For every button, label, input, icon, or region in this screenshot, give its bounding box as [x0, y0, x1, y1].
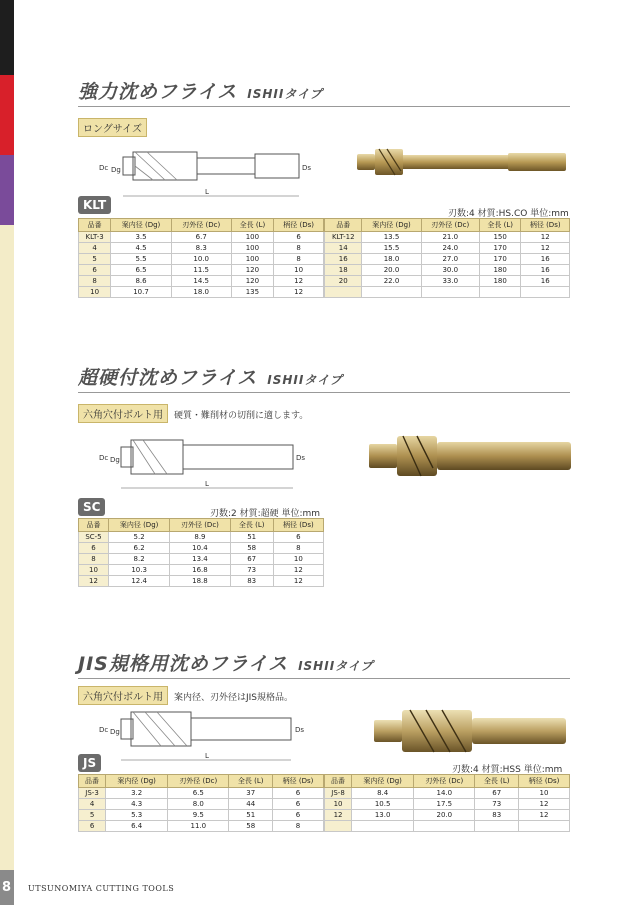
cell: 10.3: [108, 565, 169, 576]
table-row: [325, 243, 570, 254]
dim-label-l: L: [205, 480, 209, 488]
dim-label-dg: Dg: [110, 728, 120, 736]
cell: 33.0: [421, 276, 479, 287]
cell: 6.7: [171, 232, 231, 243]
header-cell: 刃外径 (Dc): [171, 219, 231, 232]
cell: 8: [79, 276, 111, 287]
cell: 4.5: [111, 243, 172, 254]
cell: 14.5: [171, 276, 231, 287]
cell: 73: [230, 565, 273, 576]
cell: 30.0: [421, 265, 479, 276]
header-cell: 案内径 (Dg): [352, 775, 414, 788]
header-cell: 全長 (L): [479, 219, 521, 232]
cell: 8: [274, 243, 324, 254]
cell: 11.5: [171, 265, 231, 276]
cell: 12: [325, 810, 352, 821]
cell: 10: [79, 565, 109, 576]
tool-drawing-sc: [95, 432, 315, 497]
cell: 8: [273, 821, 324, 832]
header-cell: 案内径 (Dg): [362, 219, 421, 232]
cell: 44: [229, 799, 273, 810]
cell: 67: [230, 554, 273, 565]
cell: 51: [230, 532, 273, 543]
header-cell: 刃外径 (Dc): [170, 519, 230, 532]
cell: 8.6: [111, 276, 172, 287]
cell: 8.4: [352, 788, 414, 799]
header-cell: 全長 (L): [475, 775, 519, 788]
cell: 4.3: [106, 799, 168, 810]
cell: 6: [79, 265, 111, 276]
cell: 16.8: [170, 565, 230, 576]
series-badge: JS: [78, 754, 101, 772]
section-subtitle: ISHIIタイプ: [267, 373, 343, 387]
brand-footer: UTSUNOMIYA CUTTING TOOLS: [28, 884, 175, 893]
cell: 6: [273, 810, 324, 821]
cell: 100: [231, 243, 274, 254]
spec-table-klt-right: [324, 218, 570, 298]
table-row: [325, 821, 570, 832]
cell: 12: [79, 576, 109, 587]
cell: 16: [521, 265, 570, 276]
cell: 5.3: [106, 810, 168, 821]
table-row: [79, 543, 324, 554]
cell: 12: [274, 287, 324, 298]
cell: [414, 821, 475, 832]
cell: 12: [519, 810, 570, 821]
cell: 20: [325, 276, 362, 287]
cell: 4: [79, 799, 106, 810]
header-cell: 柄径 (Ds): [521, 219, 570, 232]
section-title: 超硬付沈めフライス: [78, 367, 258, 389]
table-row: [325, 276, 570, 287]
cell: 5: [79, 810, 106, 821]
cell: [475, 821, 519, 832]
cell: 120: [231, 276, 274, 287]
cell: 10: [274, 265, 324, 276]
cell: 67: [475, 788, 519, 799]
cell: 17.5: [414, 799, 475, 810]
header-cell: 品番: [325, 219, 362, 232]
section-note: 硬質・難削材の切削に適します。: [174, 411, 309, 421]
header-cell: 柄径 (Ds): [273, 775, 324, 788]
dim-label-ds: Ds: [296, 454, 306, 462]
cell: 21.0: [421, 232, 479, 243]
cell: 4: [79, 243, 111, 254]
edge-red: [0, 75, 14, 155]
spec-line: 刃数:4 材質:HS.CO 単位:mm: [448, 209, 569, 219]
header-cell: 全長 (L): [231, 219, 274, 232]
table-row: [79, 821, 324, 832]
spec-table-js-left: [78, 774, 324, 832]
cell: 58: [230, 543, 273, 554]
spec-line: 刃数:4 材質:HSS 単位:mm: [452, 765, 563, 775]
cell: 170: [479, 243, 521, 254]
table-header-row: [79, 775, 324, 788]
tool-photo-js: [370, 706, 570, 756]
cell: 14: [325, 243, 362, 254]
cell: 83: [475, 810, 519, 821]
section-tag: 六角穴付ボルト用: [78, 686, 168, 705]
cell: 6.2: [108, 543, 169, 554]
cell: 20.0: [414, 810, 475, 821]
cell: 12: [273, 565, 323, 576]
spec-table-sc: [78, 518, 324, 587]
table-row: [325, 254, 570, 265]
cell: 6: [274, 232, 324, 243]
cell: 5.2: [108, 532, 169, 543]
dim-label-dc: Dc: [99, 454, 109, 462]
dim-label-l: L: [205, 752, 209, 760]
cell: [521, 287, 570, 298]
spec-table-js-right: [324, 774, 570, 832]
cell: KLT-12: [325, 232, 362, 243]
spec-table-klt-left: [78, 218, 324, 298]
cell: [421, 287, 479, 298]
cell: 5.5: [111, 254, 172, 265]
dim-label-l: L: [205, 188, 209, 196]
table-header-row: [79, 519, 324, 532]
cell: 12: [273, 576, 323, 587]
dim-label-ds: Ds: [302, 164, 312, 172]
cell: 10.7: [111, 287, 172, 298]
cell: 18: [325, 265, 362, 276]
cell: 13.5: [362, 232, 421, 243]
cell: [352, 821, 414, 832]
cell: 20.0: [362, 265, 421, 276]
section-sc: [78, 366, 570, 423]
header-cell: 柄径 (Ds): [519, 775, 570, 788]
section-note: 案内径、刃外径はJIS規格品。: [174, 693, 294, 703]
table-row: [79, 788, 324, 799]
table-row: [79, 810, 324, 821]
header-cell: 案内径 (Dg): [108, 519, 169, 532]
cell: 12: [521, 232, 570, 243]
table-row: [79, 276, 324, 287]
cell: 27.0: [421, 254, 479, 265]
table-row: [79, 565, 324, 576]
tool-drawing-js: [95, 706, 320, 766]
cell: 6.5: [168, 788, 229, 799]
cell: 12: [521, 243, 570, 254]
cell: 18.8: [170, 576, 230, 587]
header-cell: 案内径 (Dg): [106, 775, 168, 788]
cell: 83: [230, 576, 273, 587]
edge-purple: [0, 155, 14, 225]
cell: 9.5: [168, 810, 229, 821]
cell: 6: [273, 532, 323, 543]
section-subtitle: ISHIIタイプ: [247, 87, 323, 101]
header-cell: 全長 (L): [229, 775, 273, 788]
cell: 5: [79, 254, 111, 265]
cell: 170: [479, 254, 521, 265]
table-row: [79, 799, 324, 810]
header-cell: 刃外径 (Dc): [168, 775, 229, 788]
section-title-row: [78, 652, 570, 679]
cell: 8: [79, 554, 109, 565]
cell: SC-5: [79, 532, 109, 543]
cell: 11.0: [168, 821, 229, 832]
cell: 6: [79, 821, 106, 832]
table-row: [325, 788, 570, 799]
spec-line: 刃数:2 材質:超硬 単位:mm: [210, 509, 321, 519]
cell: 16: [521, 276, 570, 287]
table-row: [79, 532, 324, 543]
header-cell: 刃外径 (Dc): [414, 775, 475, 788]
series-badge: KLT: [78, 196, 111, 214]
cell: 6.4: [106, 821, 168, 832]
table-header-row: [79, 219, 324, 232]
cell: 135: [231, 287, 274, 298]
cell: 10: [519, 788, 570, 799]
cell: 3.5: [111, 232, 172, 243]
section-tag: ロングサイズ: [78, 118, 147, 137]
header-cell: 刃外径 (Dc): [421, 219, 479, 232]
cell: 18.0: [171, 287, 231, 298]
tool-drawing-klt: [95, 140, 315, 210]
cell: 73: [475, 799, 519, 810]
cell: 22.0: [362, 276, 421, 287]
dim-label-ds: Ds: [295, 726, 305, 734]
tool-photo-sc: [365, 432, 575, 482]
cell: 13.0: [352, 810, 414, 821]
cell: 10.5: [352, 799, 414, 810]
dim-label-dg: Dg: [110, 456, 120, 464]
cell: 58: [229, 821, 273, 832]
section-klt: [78, 80, 570, 137]
cell: 8.0: [168, 799, 229, 810]
header-cell: 品番: [79, 219, 111, 232]
table-row: [79, 232, 324, 243]
cell: 12: [274, 276, 324, 287]
cell: [325, 287, 362, 298]
section-js: [78, 652, 570, 705]
table-row: [79, 554, 324, 565]
cell: [362, 287, 421, 298]
cell: 37: [229, 788, 273, 799]
header-cell: 全長 (L): [230, 519, 273, 532]
series-badge: SC: [78, 498, 105, 516]
edge-cream: [0, 225, 14, 870]
cell: 12: [519, 799, 570, 810]
cell: 10: [273, 554, 323, 565]
cell: 10: [79, 287, 111, 298]
dim-label-dg: Dg: [111, 166, 121, 174]
cell: 120: [231, 265, 274, 276]
cell: [479, 287, 521, 298]
table-row: [79, 265, 324, 276]
cell: 18.0: [362, 254, 421, 265]
cell: [325, 821, 352, 832]
cell: 150: [479, 232, 521, 243]
table-row: [325, 265, 570, 276]
cell: 8.2: [108, 554, 169, 565]
table-row: [79, 254, 324, 265]
section-tag: 六角穴付ボルト用: [78, 404, 168, 423]
table-row: [79, 576, 324, 587]
cell: 8: [274, 254, 324, 265]
cell: 6.5: [111, 265, 172, 276]
cell: 16: [521, 254, 570, 265]
table-header-row: [325, 219, 570, 232]
section-title-row: [78, 366, 570, 393]
header-cell: 柄径 (Ds): [274, 219, 324, 232]
table-row: [325, 287, 570, 298]
cell: 6: [273, 788, 324, 799]
page-number: 8: [2, 880, 12, 895]
table-row: [79, 287, 324, 298]
table-row: [325, 810, 570, 821]
cell: KLT-3: [79, 232, 111, 243]
section-title-row: [78, 80, 570, 107]
cell: 6: [273, 799, 324, 810]
cell: JS-8: [325, 788, 352, 799]
section-title: 強力沈めフライス: [78, 81, 238, 103]
section-subtitle: ISHIIタイプ: [298, 659, 374, 673]
cell: 51: [229, 810, 273, 821]
cell: 180: [479, 265, 521, 276]
cell: 14.0: [414, 788, 475, 799]
cell: 16: [325, 254, 362, 265]
header-cell: 品番: [79, 775, 106, 788]
cell: 180: [479, 276, 521, 287]
cell: 6: [79, 543, 109, 554]
cell: 3.2: [106, 788, 168, 799]
cell: 8.9: [170, 532, 230, 543]
table-header-row: [325, 775, 570, 788]
dim-label-dc: Dc: [99, 726, 109, 734]
cell: JS-3: [79, 788, 106, 799]
section-title: JIS規格用沈めフライス: [78, 653, 289, 675]
cell: 100: [231, 254, 274, 265]
cell: 24.0: [421, 243, 479, 254]
tool-photo-klt: [355, 145, 570, 180]
header-cell: 柄径 (Ds): [273, 519, 323, 532]
cell: 10: [325, 799, 352, 810]
cell: 100: [231, 232, 274, 243]
cell: 10.0: [171, 254, 231, 265]
cell: 8: [273, 543, 323, 554]
table-row: [325, 799, 570, 810]
cell: 10.4: [170, 543, 230, 554]
cell: 13.4: [170, 554, 230, 565]
cell: [519, 821, 570, 832]
header-cell: 案内径 (Dg): [111, 219, 172, 232]
cell: 12.4: [108, 576, 169, 587]
edge-black: [0, 0, 14, 75]
dim-label-dc: Dc: [99, 164, 109, 172]
header-cell: 品番: [79, 519, 109, 532]
table-row: [79, 243, 324, 254]
cell: 15.5: [362, 243, 421, 254]
cell: 8.3: [171, 243, 231, 254]
header-cell: 品番: [325, 775, 352, 788]
table-row: [325, 232, 570, 243]
